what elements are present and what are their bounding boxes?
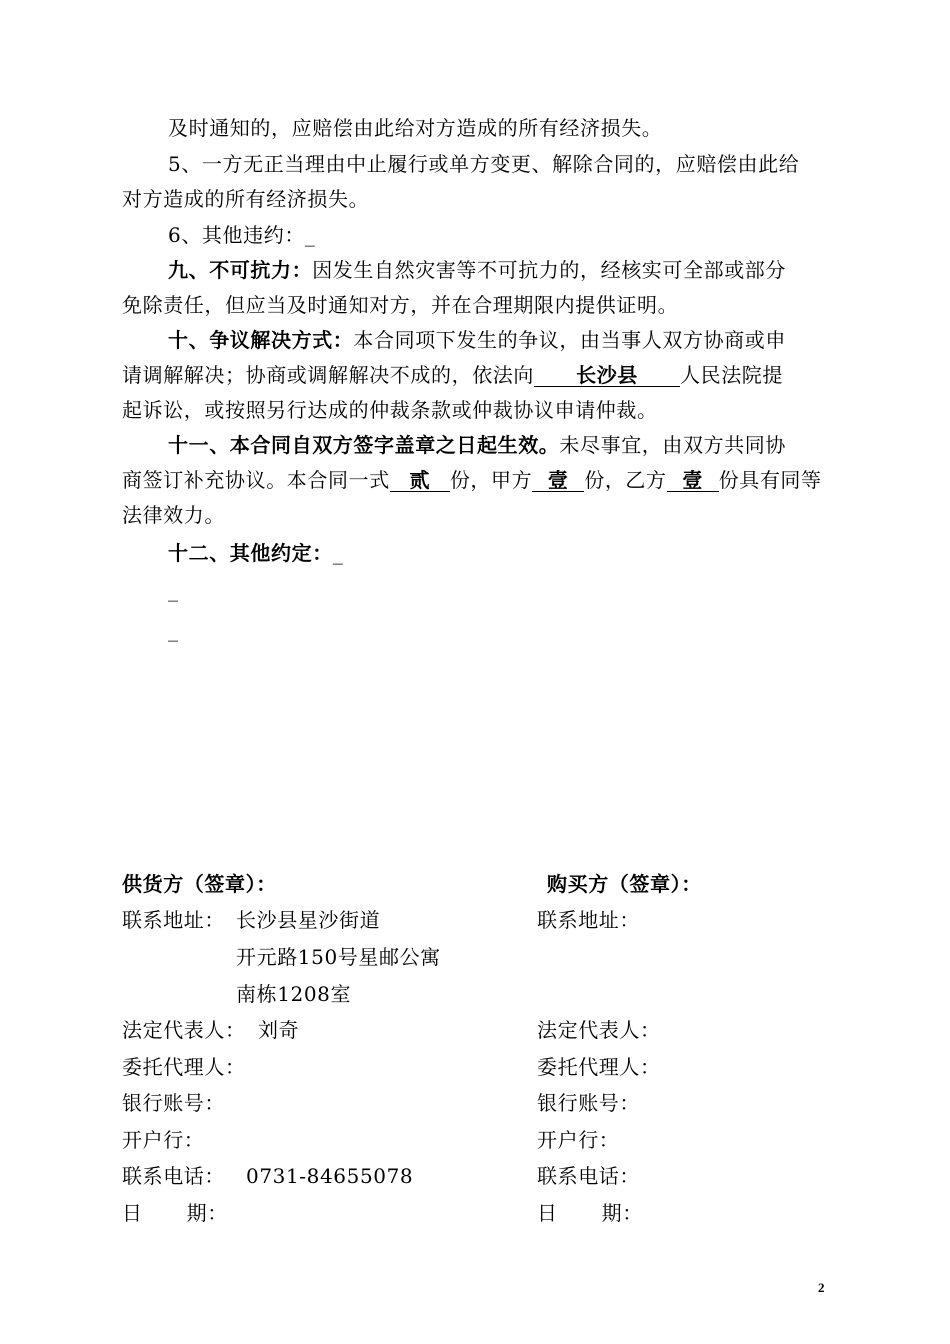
effect-text-a: 未尽事宜，由双方共同协 [559,433,787,457]
force-majeure-line-b: 免除责任，但应当及时通知对方，并在合理期限内提供证明。 [122,293,679,317]
buyer-address-label: 联系地址： [537,908,640,932]
supplier-phone-label: 联系电话： [122,1164,225,1188]
dispute-line-c: 起诉讼，或按照另行达成的仲裁条款或仲裁协议申请仲裁。 [122,398,658,422]
supplier-phone: 0731-84655078 [246,1164,414,1188]
clause-line-1: 及时通知的，应赔偿由此给对方造成的所有经济损失。 [168,116,663,140]
buyer-agent-label: 委托代理人： [537,1055,661,1079]
supplier-bank-label: 开户行： [122,1128,205,1152]
supplier-date-label-2: 期： [186,1201,228,1225]
other-terms-blank-2: _ [168,578,179,602]
page-number: 2 [818,1280,825,1295]
court-name-field: 长沙县 [534,364,680,387]
supplier-address-line-1: 长沙县星沙街道 [236,908,381,932]
supplier-date-label-1: 日 [122,1201,143,1225]
effect-text-b-4: 份具有同等 [718,468,822,492]
dispute-text-b-pre: 请调解解决；协商或调解解决不成的，依法向 [122,363,534,387]
supplier-agent-label: 委托代理人： [122,1055,246,1079]
copies-total-field: 贰 [390,469,450,492]
clause-item-5-line-a: 5、一方无正当理由中止履行或单方变更、解除合同的，应赔偿由此给 [168,152,800,176]
dispute-line-a [168,327,786,353]
supplier-address-line-2: 开元路150号星邮公寓 [236,945,441,969]
clause-item-6: 6、其他违约：_ [168,223,316,247]
other-terms-line [168,540,343,566]
force-majeure-line-a [168,257,786,283]
effect-text-b-1: 商签订补充协议。本合同一式 [122,468,390,492]
supplier-legal-rep-label: 法定代表人： [122,1018,246,1042]
supplier-signature-title: 供货方（签章）： [122,872,277,896]
copies-party-a-field: 壹 [532,469,584,492]
effect-line-a [168,432,786,458]
effect-title: 十一、本合同自双方签字盖章之日起生效。 [168,433,560,457]
other-terms-blank-1: _ [332,541,344,565]
supplier-bank-account-label: 银行账号： [122,1091,225,1115]
buyer-legal-rep-label: 法定代表人： [537,1018,661,1042]
supplier-date-label [122,1200,228,1226]
supplier-legal-rep: 刘奇 [258,1018,300,1042]
supplier-address-line-3: 南栋1208室 [236,982,352,1006]
dispute-title: 十、争议解决方式： [168,328,354,352]
copies-party-b-field: 壹 [667,469,719,492]
force-majeure-title: 九、不可抗力： [168,258,313,282]
other-terms-title: 十二、其他约定： [168,541,333,565]
buyer-bank-account-label: 银行账号： [537,1091,640,1115]
effect-text-b-3: 份，乙方 [584,468,667,492]
effect-text-b-2: 份，甲方 [449,468,533,492]
buyer-bank-label: 开户行： [537,1128,620,1152]
buyer-date-label-2: 期： [601,1201,643,1225]
other-terms-blank-3: _ [168,618,179,642]
buyer-signature-title: 购买方（签章）： [547,872,702,896]
dispute-text-a: 本合同项下发生的争议，由当事人双方协商或申 [353,328,787,352]
dispute-line-b [122,362,783,388]
supplier-address-label: 联系地址： [122,908,225,932]
clause-item-5-line-b: 对方造成的所有经济损失。 [122,187,370,211]
effect-line-b [122,467,822,493]
buyer-phone-label: 联系电话： [537,1164,640,1188]
buyer-date-label [537,1200,643,1226]
force-majeure-text-a: 因发生自然灾害等不可抗力的，经核实可全部或部分 [312,258,787,282]
dispute-text-b-post: 人民法院提 [680,363,783,387]
effect-line-c: 法律效力。 [122,503,225,527]
buyer-date-label-1: 日 [537,1201,558,1225]
